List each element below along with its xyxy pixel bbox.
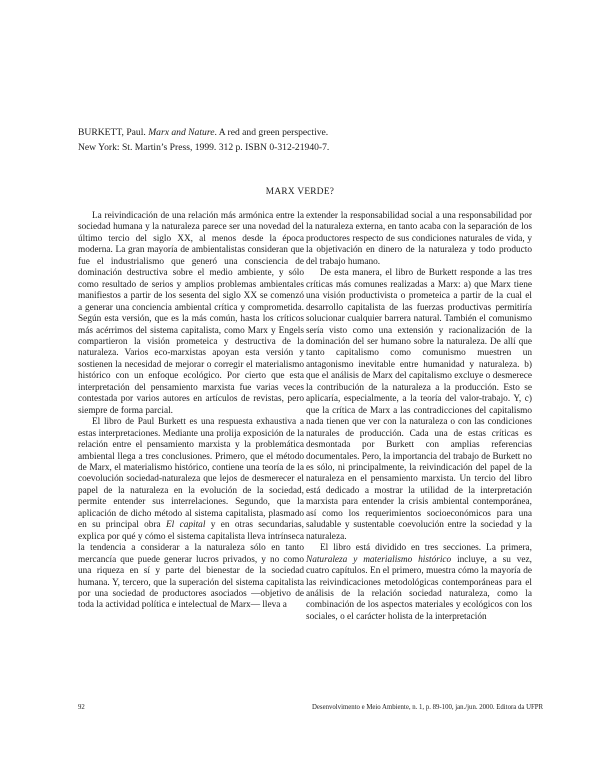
- citation-line-1: [78, 125, 538, 140]
- left-paragraph-2: El libro de Paul Burkett es una respuesta exhaustiva a estas interpretaciones. Mediante una prolija exposición de la relación entre el pensamiento marxista y la problemática ambiental llega a tres conclusiones. Primero, que el método de Marx, el materialismo histórico, contiene una teoría de la coevolución sociedad-naturaleza que lejos de desmerecer el papel de la naturaleza en la evolución de la sociedad, permite entender sus interrelaciones. Segundo, que la aplicación de dicho método al sistema capitalista, plasmado en su principal obra El capital y en otras secundarias, explica por qué y cómo el sistema capitalista lleva intrínseca la tendencia a considerar a la naturaleza sólo en tanto mercancía que puede generar lucros privados, y no como una riqueza en sí y parte del bienestar de la sociedad humana. Y, tercero, que la superación del sistema capitalista por una sociedad de productores asociados —objetivo de toda la actividad política e intelectual de Marx— lleva a: [78, 417, 304, 611]
- citation-subtitle: . A red and green perspective.: [214, 127, 329, 138]
- right-paragraph-2: De esta manera, el libro de Burkett responde a las tres críticas más comunes realizadas a Marx: a) que Marx tiene una visión productivista o prometeica a partir de la cual el desarrollo capitalista de las fuerzas productivas permitiría solucionar cualquier barrera natural. También el comunismo sería visto como una extensión y racionalización de la dominación del ser humano sobre la naturaleza. De allí que tanto capitalismo como comunismo muestren un antagonismo inevitable entre humanidad y naturaleza. b) que el análisis de Marx del capitalismo excluye o desmerece la contribución de la naturaleza a la producción. Esto se aplicaría, especialmente, a la teoría del valor-trabajo. Y, c) que la crítica de Marx a las contradicciones del capitalismo nada tienen que ver con la naturaleza o con las condiciones naturales de producción. Cada una de estas críticas es desmontada por Burkett con amplias referencias documentales. Pero, la importancia del trabajo de Burkett no es sólo, ni principalmente, la reivindicación del papel de la naturaleza en el pensamiento marxista. Un tercio del libro está dedicado a mostrar la utilidad de la interpretación marxista para entender la crisis ambiental contemporánea, así como los requerimientos socioeconómicos para una saludable y sustentable coevolución entre la sociedad y la naturaleza.: [306, 268, 532, 542]
- right-paragraph-3: El libro está dividido en tres secciones. La primera, Naturaleza y materialismo histórico incluye, a su vez, cuatro capítulos. En el primero, muestra cómo la mayoría de las reivindicaciones metodológicas contemporáneas para el análisis de la relación sociedad naturaleza, como la combinación de los aspectos materiales y ecológicos con los sociales, o el carácter holista de la interpretación: [306, 543, 533, 622]
- left-column: [78, 211, 304, 612]
- section-title: MARX VERDE?: [265, 187, 335, 197]
- book-citation: [78, 125, 538, 155]
- citation-publication: New York: St. Martin’s Press, 1999. 312 p. ISBN 0-312-21940-7.: [78, 142, 330, 153]
- right-column: [306, 211, 532, 623]
- italic-title: Naturaleza y materialismo histórico: [306, 554, 452, 565]
- citation-book-title: Marx and Nature: [148, 127, 215, 138]
- left-paragraph-1: La reivindicación de una relación más armónica entre la sociedad humana y la naturaleza parece ser una novedad del último tercio del siglo XX, al menos desde la época moderna. La gran mayoría de ambientalistas consideran que fue el industrialismo que generó una consciencia de dominación destructiva sobre el medio ambiente, y sólo como resultado de serios y amplios problemas ambientales manifiestos a partir de los sesenta del siglo XX se comenzó a generar una conciencia ambiental crítica y comprometida. Según esta versión, que es la más común, hasta los críticos más acérrimos del sistema capitalista, como Marx y Engels compartieron la visión prometeica y destructiva de la naturaleza. Varios eco-marxistas apoyan esta versión y sostienen la necesidad de mejorar o corregir el materialismo histórico con un enfoque ecológico. Por cierto que esta interpretación del pensamiento marxista fue varias veces contestada por varios autores en artículos de revistas, pero siempre de forma parcial.: [78, 211, 304, 416]
- page-number: 92: [78, 704, 85, 711]
- citation-author: BURKETT, Paul.: [78, 127, 146, 138]
- italic-title: El capital: [165, 520, 206, 531]
- right-paragraph-1: extender la responsabilidad social a una responsabilidad por la naturaleza externa, en tanto acaba con la separación de los productores respecto de sus condiciones naturales de vida, y la objetivación en dinero de la naturaleza y todo producto del trabajo humano.: [306, 211, 532, 267]
- journal-reference: Desenvolvimento e Meio Ambiente, n. 1, p. 89-100, jan./jun. 2000. Editora da UFPR: [312, 704, 544, 711]
